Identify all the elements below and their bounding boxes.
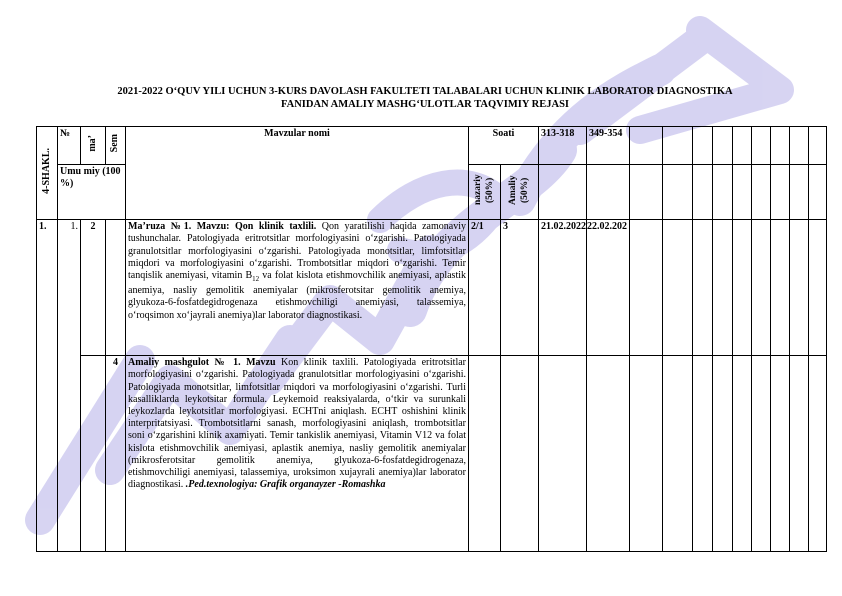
no-header: №: [58, 127, 81, 165]
empty-cell: [630, 165, 663, 220]
empty-header-cell: [790, 127, 809, 165]
empty-cell: [630, 356, 663, 552]
umumiy-header: Umu miy (100 %): [58, 165, 126, 220]
topic-cell: [126, 356, 469, 552]
empty-header-cell: [752, 127, 771, 165]
empty-header-cell: [733, 127, 752, 165]
nazariy-header: [469, 165, 501, 220]
mavzular-header: Mavzular nomi: [126, 127, 469, 220]
ma-header: [81, 127, 106, 165]
group-349-header: 349-354: [587, 127, 630, 165]
topic-text: Kon klinik taxlili. Patologiyada eritrotsitlar morfologiyasini o‘zgarishi. Patologiyada granulotsitlar morfologiyasini o‘zgarishi. Patologiyada monotsitlar, limfotsitlar miqdori va morfologiyasini o‘zgarishi. Turli kasalliklarda leykotsitar formula. Leykemoid reaksiyalarda, o‘tkir va surunkali leykozlarda leykotsitlar morfologiyasi. ECHTni aniqlash. ECHT oshishini klinik interpritatsiyasi. Trombotsitlarni sanash, morfologiyasini aniqlash, trombotsitlar soni o‘zgarishini klinik axamiyati. Temir tankislik anemiyasi, Vitamin V12 va folat kislota etishmovchilik anemiyasi, aplastik anemiya, nasliy gemolitik anemiyalar (mikrosferotsitar gemolitik anemiya, glyukoza-6-fosfatdegidrogenaza, etishmovchiligi anemiyasi, talassemiya, uroksimon xujayrali anemiya)lar laborator diagnostikasi.: [128, 357, 466, 491]
empty-cell: [790, 356, 809, 552]
empty-cell: [790, 220, 809, 356]
empty-header-cell: [809, 127, 827, 165]
shakl-header: [37, 127, 58, 220]
group-313-header: 313-318: [539, 127, 587, 165]
empty-header-cell: [713, 127, 733, 165]
sem-label: Sem: [109, 134, 121, 153]
sem-value: [106, 220, 126, 356]
empty-cell: [587, 356, 630, 552]
empty-cell: [809, 356, 827, 552]
date-313: 21.02.2022: [539, 220, 587, 356]
header-row-1: [37, 127, 827, 165]
empty-header-cell: [771, 127, 790, 165]
schedule-table: [36, 126, 827, 552]
topic-pedtech: .Ped.texnologiya: Grafik organayzer -Romashka: [185, 479, 386, 491]
table-row: [37, 220, 827, 356]
document-title: [40, 85, 810, 111]
amaliy-value: 3: [501, 220, 539, 356]
empty-cell: [771, 356, 790, 552]
date-349: 22.02.202: [587, 220, 630, 356]
empty-cell: [809, 220, 827, 356]
empty-cell: [630, 220, 663, 356]
topic-text: Qon yaratilishi haqida zamonaviy tushunchalar. Patologiyada eritrotsitlar morfologiyasini o‘zgarishi. Patologiyada granulotsitlar morfologiyasini o‘zgarishi. Patologiyada monotsitlar, limfotsitlar miqdori va morfologiyasini o‘zgarishi. Trombotsitlar miqdori o‘zgarishi. Temir tanqislik anemiyasi, vitamin B: [128, 221, 466, 282]
sem-value: 4: [106, 356, 126, 552]
empty-cell: [469, 356, 501, 552]
ma-value: [81, 356, 106, 552]
empty-cell: [693, 165, 713, 220]
empty-cell: [663, 220, 693, 356]
topic-cell: [126, 220, 469, 356]
nazariy-value: 2/1: [469, 220, 501, 356]
empty-cell: [733, 165, 752, 220]
empty-cell: [587, 165, 630, 220]
sem-header: [106, 127, 126, 165]
empty-cell: [693, 356, 713, 552]
topic-title: Ma’ruza №1. Mavzu: Qon klinik taxlili.: [128, 221, 317, 233]
empty-cell: [713, 356, 733, 552]
empty-header-cell: [663, 127, 693, 165]
nazariy-label: nazariy (50%): [473, 174, 496, 206]
topic-text-2: va folat kislota etishmovchilik anemiyasi, aplastik anemiya, nasliy gemolitik anemiyalar (mikrosferotsitar gemolitik anemiya, glyukoza-6-fosfatdegidrogenaza etishmovchiligi anemiyasi, talassemiya, o‘roqsimon xo‘jayrali anemiya)lar laborator diagnostikasi.: [128, 270, 466, 321]
ma-label: ma’: [86, 135, 98, 152]
empty-cell: [693, 220, 713, 356]
empty-cell: [752, 220, 771, 356]
soati-header: Soati: [469, 127, 539, 165]
empty-cell: [733, 220, 752, 356]
empty-header-cell: [693, 127, 713, 165]
empty-cell: [733, 356, 752, 552]
empty-header-cell: [630, 127, 663, 165]
topic-subscript: 12: [252, 275, 260, 284]
amaliy-label: Amaliy (50%): [508, 175, 531, 205]
empty-cell: [713, 220, 733, 356]
empty-cell: [790, 165, 809, 220]
amaliy-header: [501, 165, 539, 220]
empty-cell: [771, 165, 790, 220]
title-line-1: 2021-2022 O‘QUV YILI UCHUN 3-KURS DAVOLASH FAKULTETI TALABALARI UCHUN KLINIK LABORATOR DIAGNOSTIKA: [117, 86, 733, 97]
row-index: 1.: [37, 220, 58, 552]
topic-title: Amaliy mashgulot № 1. Mavzu: [128, 357, 276, 369]
empty-cell: [663, 356, 693, 552]
empty-cell: [752, 165, 771, 220]
title-line-2: FANIDAN AMALIY MASHG‘ULOTLAR TAQVIMIY REJASI: [281, 99, 569, 110]
row-number: 1.: [58, 220, 81, 552]
empty-cell: [809, 165, 827, 220]
empty-cell: [539, 165, 587, 220]
shakl-label: 4-SHAKL.: [40, 148, 52, 194]
empty-cell: [752, 356, 771, 552]
ma-value: 2: [81, 220, 106, 356]
empty-cell: [713, 165, 733, 220]
empty-cell: [663, 165, 693, 220]
table-row: [37, 356, 827, 552]
empty-cell: [771, 220, 790, 356]
empty-cell: [501, 356, 539, 552]
empty-cell: [539, 356, 587, 552]
